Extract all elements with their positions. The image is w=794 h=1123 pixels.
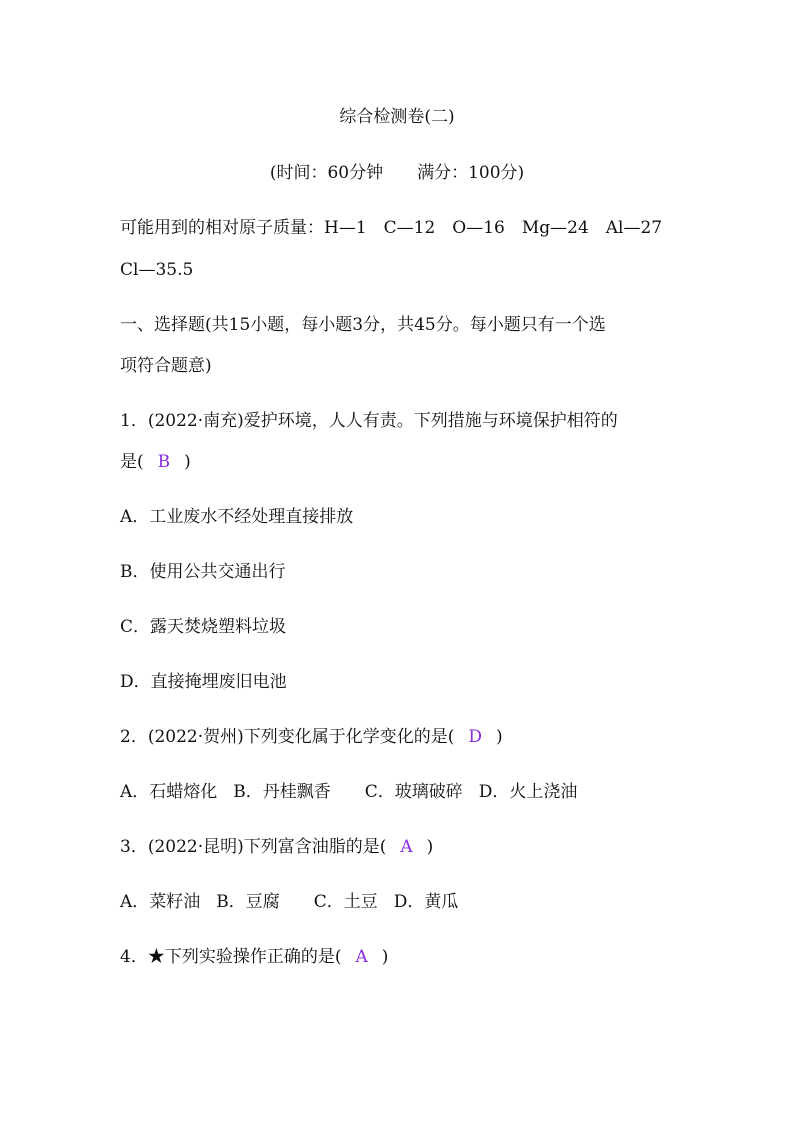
atomic-mass-line-2: Cl—35.5 [120,260,194,280]
q2-option-d: D．火上浇油 [478,782,578,802]
q2-option-c: C．玻璃破碎 [364,782,463,802]
q2-option-a: A．石蜡熔化 [120,782,218,802]
q1-stem-suffix: ) [184,452,191,472]
q3-options [120,891,680,913]
q2-stem-suffix: ) [496,727,503,747]
q1-option-c: C．露天焚烧塑料垃圾 [120,617,287,637]
q1-option-b: B．使用公共交通出行 [120,562,286,582]
q1-stem-prefix: 是( [120,452,144,472]
q2-stem-prefix: 2．(2022·贺州)下列变化属于化学变化的是( [120,727,455,747]
q4-stem-suffix: ) [381,947,389,967]
q1-stem-line-2 [120,451,680,473]
q2-answer: D [468,727,483,747]
page-title: 综合检测卷(二) [339,107,455,127]
q4-stem [120,946,680,968]
q3-option-d: D．黄瓜 [393,892,459,912]
atomic-mass-line-1: 可能用到的相对原子质量：H—1 C—12 O—16 Mg—24 Al—27 [120,218,663,238]
q2-stem [120,726,680,748]
q1-answer: B [157,452,171,472]
q3-option-a: A．菜籽油 [120,892,201,912]
full-score: 满分：100分) [417,163,525,183]
q4-stem-prefix: 4．★下列实验操作正确的是( [120,947,342,967]
q4-answer: A [355,947,368,967]
q3-stem [120,836,680,858]
time-limit: (时间：60分钟 [269,163,384,183]
q3-option-c: C．土豆 [313,892,378,912]
q1-option-d: D．直接掩埋废旧电池 [120,672,287,692]
q3-stem-suffix: ) [426,837,434,857]
q1-stem-line-1: 1．(2022·南充)爱护环境，人人有责。下列措施与环境保护相符的 [120,411,618,431]
section-heading-line-2: 项符合题意) [120,356,212,376]
q3-option-b: B．豆腐 [216,892,280,912]
q2-options [120,781,680,803]
q3-answer: A [400,837,413,857]
section-heading-line-1: 一、选择题(共15小题，每小题3分，共45分。每小题只有一个选 [120,315,606,335]
q1-option-a: A．工业废水不经处理直接排放 [120,507,354,527]
q3-stem-prefix: 3．(2022·昆明)下列富含油脂的是( [120,837,387,857]
q2-option-b: B．丹桂飘香 [233,782,331,802]
exam-info [0,162,794,184]
